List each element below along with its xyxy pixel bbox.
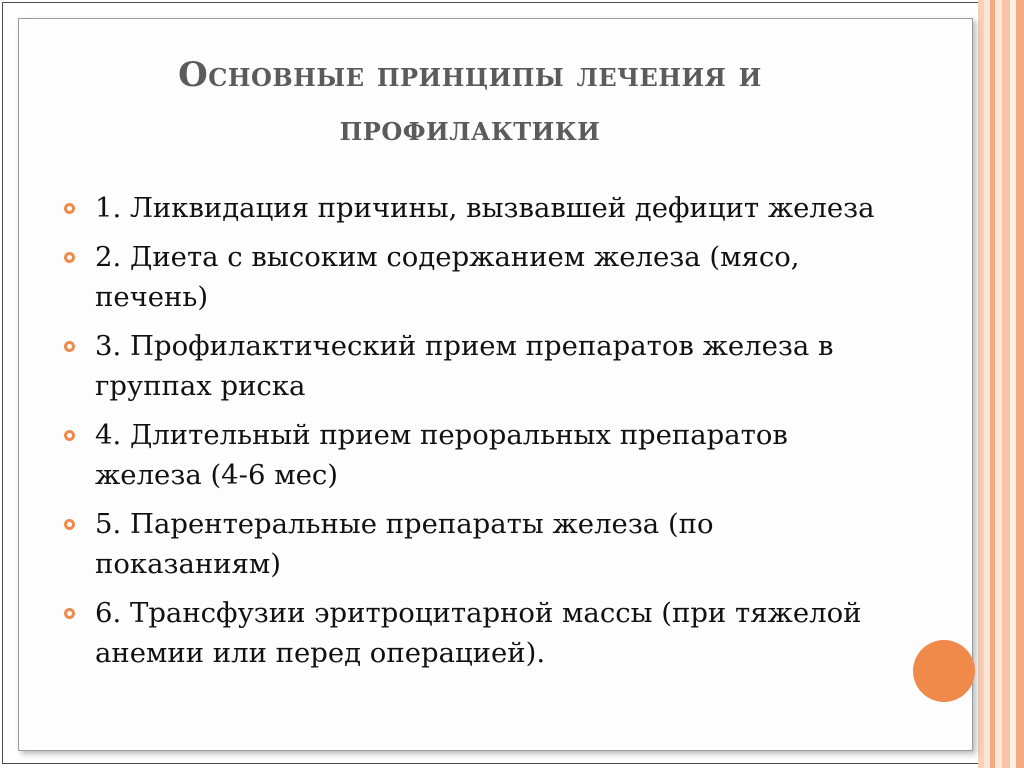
orange-ring-bullet-icon (64, 519, 75, 530)
list-item (64, 415, 894, 495)
orange-circle-icon (913, 640, 975, 702)
list-item (64, 237, 894, 317)
orange-ring-bullet-icon (64, 203, 75, 214)
list-item-text: 4. Длительный прием пероральных препаратов железа (4-6 мес) (95, 419, 788, 491)
list-item-text: 3. Профилактический прием препаратов железа в группах риска (95, 330, 834, 402)
list-item-text: 5. Парентеральные препараты железа (по показаниям) (95, 508, 714, 580)
list-item-text: 6. Трансфузии эритроцитарной массы (при тяжелой анемии или перед операцией). (95, 597, 862, 669)
slide-title-line-2: профилактики (339, 109, 601, 149)
orange-ring-bullet-icon (64, 608, 75, 619)
stripe (1016, 0, 1024, 768)
stripe (995, 0, 1002, 768)
orange-ring-bullet-icon (64, 252, 75, 263)
slide-title (40, 48, 900, 156)
stripe (1002, 0, 1010, 768)
decorative-stripes (978, 0, 1024, 768)
orange-ring-bullet-icon (64, 341, 75, 352)
slide-title-line-1: Основные принципы лечения и (178, 55, 762, 95)
bullet-list (64, 188, 894, 682)
orange-ring-bullet-icon (64, 430, 75, 441)
list-item (64, 504, 894, 584)
list-item (64, 188, 894, 228)
list-item (64, 593, 894, 673)
list-item-text: 1. Ликвидация причины, вызвавшей дефицит железа (95, 192, 875, 224)
list-item (64, 326, 894, 406)
list-item-text: 2. Диета с высоким содержанием железа (мясо, печень) (95, 241, 800, 313)
